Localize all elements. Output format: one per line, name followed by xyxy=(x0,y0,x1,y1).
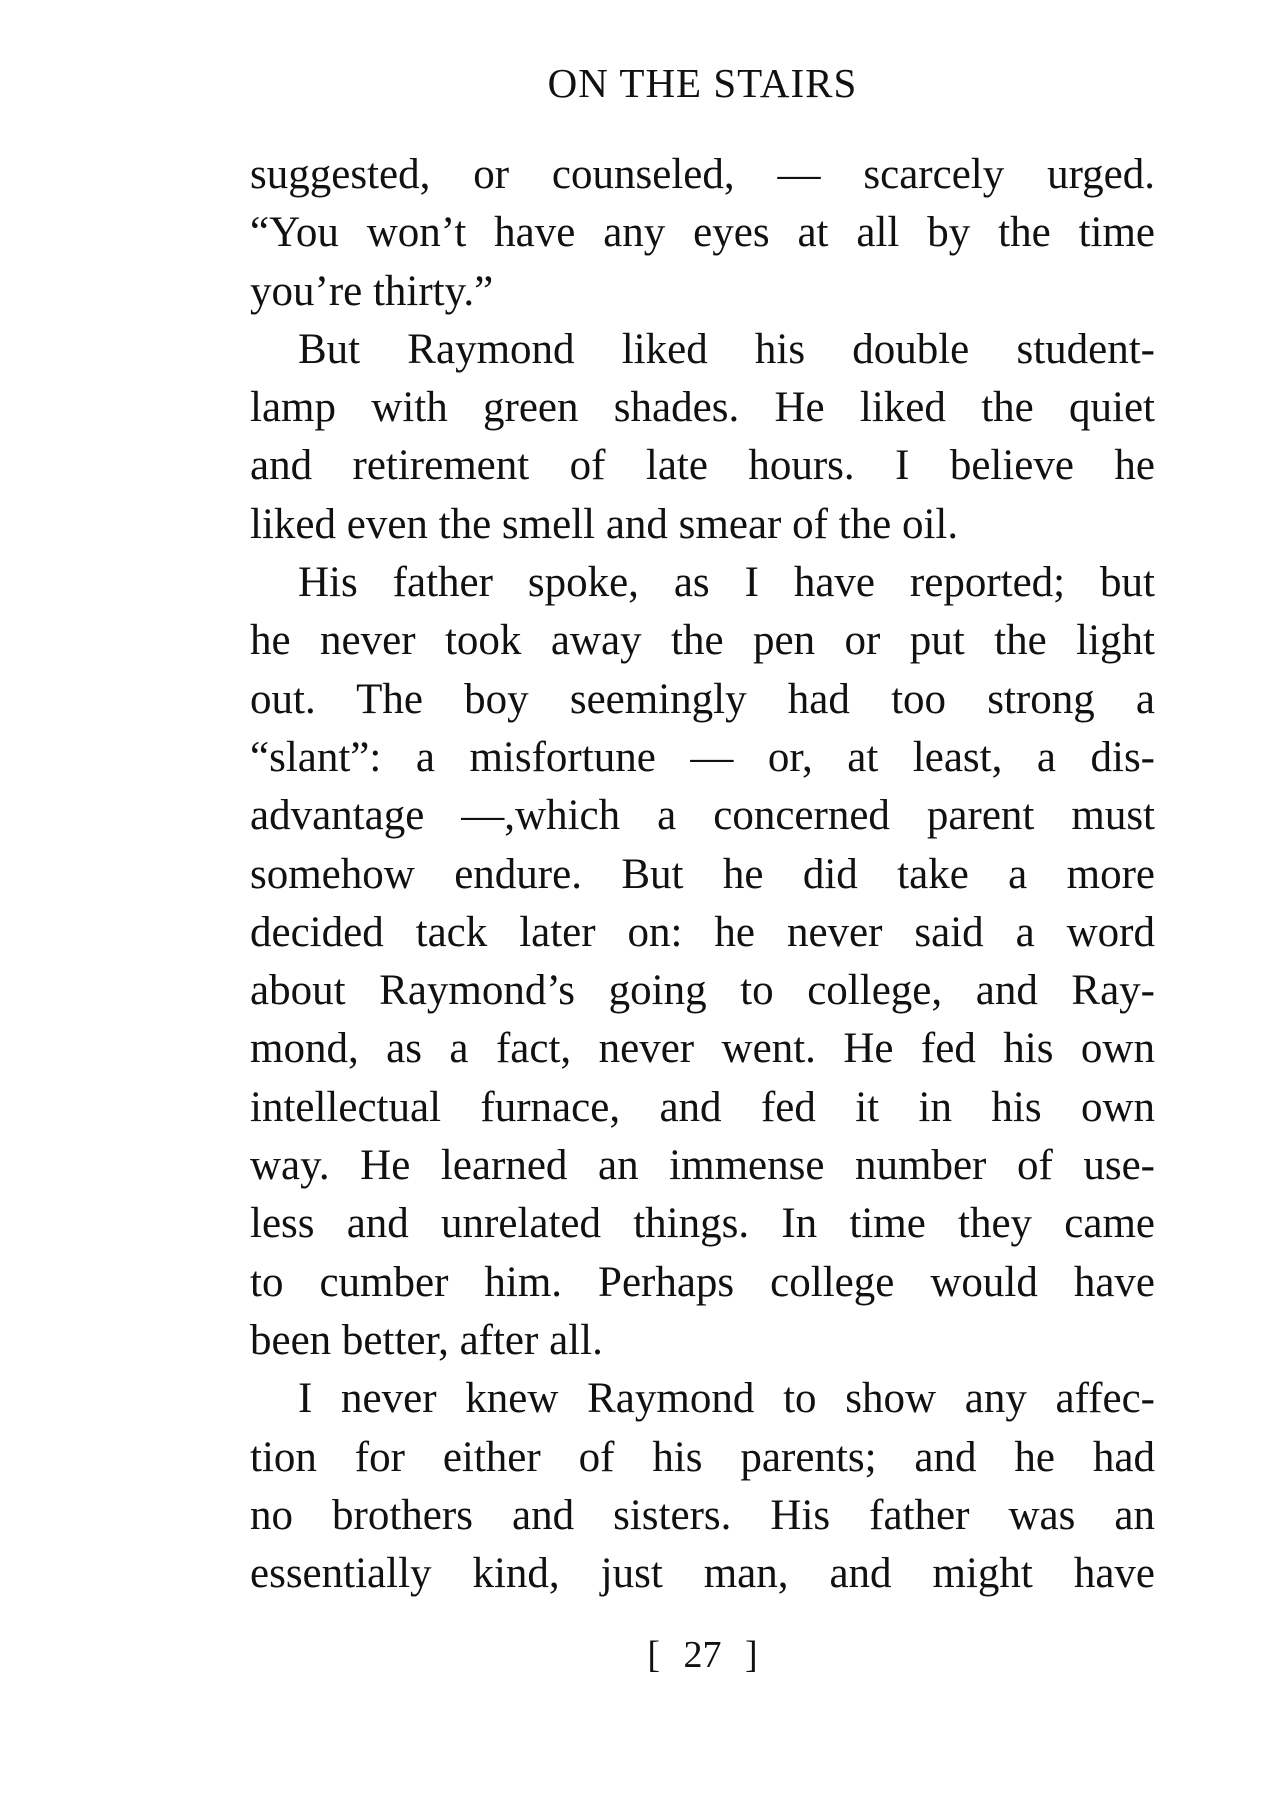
text-line: I never knew Raymond to show any affec- xyxy=(298,1375,1155,1423)
text-line: “slant”: a misfortune — or, at least, a dis- xyxy=(250,733,1155,781)
text-line: you’re thirty.” xyxy=(250,267,494,315)
page-number: [ 27 ] xyxy=(647,1634,758,1676)
text-line: His father spoke, as I have reported; but xyxy=(298,559,1155,607)
text-line: essentially kind, just man, and might have xyxy=(250,1550,1155,1598)
text-line: he never took away the pen or put the light xyxy=(250,617,1155,665)
text-line: about Raymond’s going to college, and Ray- xyxy=(250,967,1155,1015)
text-line: But Raymond liked his double student- xyxy=(298,325,1155,373)
text-line: and retirement of late hours. I believe he xyxy=(250,442,1155,490)
text-line: liked even the smell and smear of the oil. xyxy=(250,500,959,548)
text-line: lamp with green shades. He liked the quiet xyxy=(250,384,1155,432)
text-line: less and unrelated things. In time they came xyxy=(250,1200,1155,1248)
text-line: to cumber him. Perhaps college would have xyxy=(250,1258,1155,1306)
body-text xyxy=(250,146,1155,1603)
text-line: no brothers and sisters. His father was an xyxy=(250,1491,1155,1539)
text-line: intellectual furnace, and fed it in his own xyxy=(250,1083,1155,1131)
text-line: out. The boy seemingly had too strong a xyxy=(250,675,1155,723)
text-line: “You won’t have any eyes at all by the time xyxy=(250,209,1155,257)
text-line: somehow endure. But he did take a more xyxy=(250,850,1155,898)
text-line: decided tack later on: he never said a word xyxy=(250,908,1155,956)
text-line: tion for either of his parents; and he had xyxy=(250,1433,1155,1481)
text-line: advantage —,which a concerned parent must xyxy=(250,792,1155,840)
text-line: way. He learned an immense number of use- xyxy=(250,1142,1155,1190)
running-head: ON THE STAIRS xyxy=(547,60,858,106)
text-line: mond, as a fact, never went. He fed his own xyxy=(250,1025,1155,1073)
text-line: been better, after all. xyxy=(250,1316,603,1364)
text-line: suggested, or counseled, — scarcely urged. xyxy=(250,151,1155,198)
